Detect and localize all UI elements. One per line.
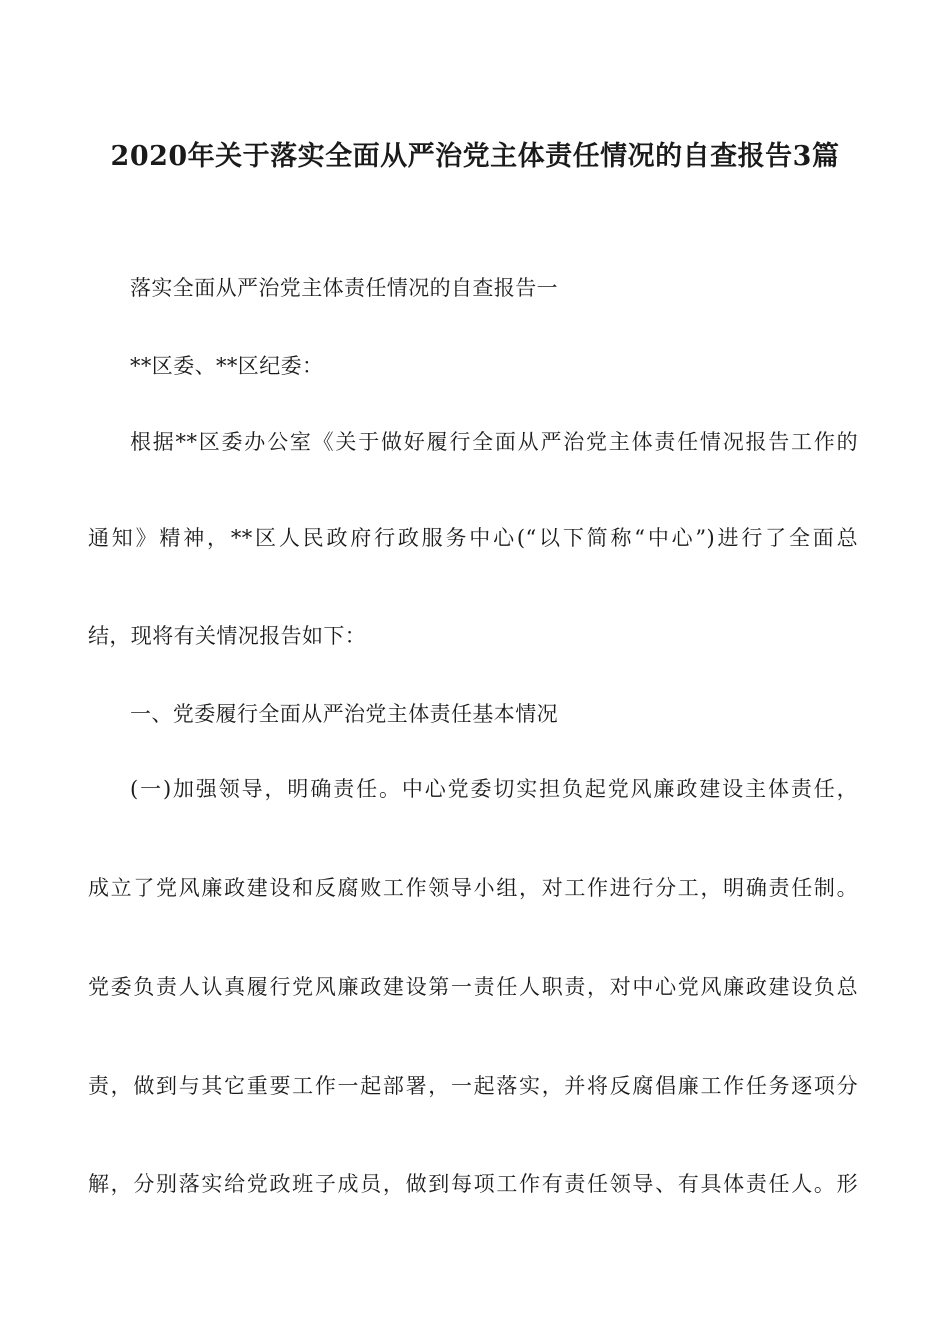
paragraph-1-line-2: 通知》精神，**区人民政府行政服务中心(“以下简称“中心”)进行了全面总 bbox=[88, 526, 858, 550]
report-subtitle: 落实全面从严治党主体责任情况的自查报告一 bbox=[130, 276, 558, 300]
document-title: 2020年关于落实全面从严治党主体责任情况的自查报告3篇 bbox=[110, 141, 840, 172]
paragraph-1-line-3: 结，现将有关情况报告如下： bbox=[88, 624, 367, 648]
paragraph-2-line-3: 党委负责人认真履行党风廉政建设第一责任人职责，对中心党风廉政建设负总 bbox=[88, 975, 858, 999]
section-1-heading: 一、党委履行全面从严治党主体责任基本情况 bbox=[130, 702, 558, 726]
paragraph-2-line-2: 成立了党风廉政建设和反腐败工作领导小组，对工作进行分工，明确责任制。 bbox=[88, 876, 858, 900]
paragraph-2-line-5: 解，分别落实给党政班子成员，做到每项工作有责任领导、有具体责任人。形 bbox=[88, 1172, 858, 1196]
paragraph-2-line-1: (一)加强领导，明确责任。中心党委切实担负起党风廉政建设主体责任， bbox=[130, 777, 858, 801]
paragraph-1-line-1: 根据**区委办公室《关于做好履行全面从严治党主体责任情况报告工作的 bbox=[130, 430, 858, 454]
salutation: **区委、**区纪委： bbox=[130, 354, 324, 378]
paragraph-2-line-4: 责，做到与其它重要工作一起部署，一起落实，并将反腐倡廉工作任务逐项分 bbox=[88, 1074, 858, 1098]
